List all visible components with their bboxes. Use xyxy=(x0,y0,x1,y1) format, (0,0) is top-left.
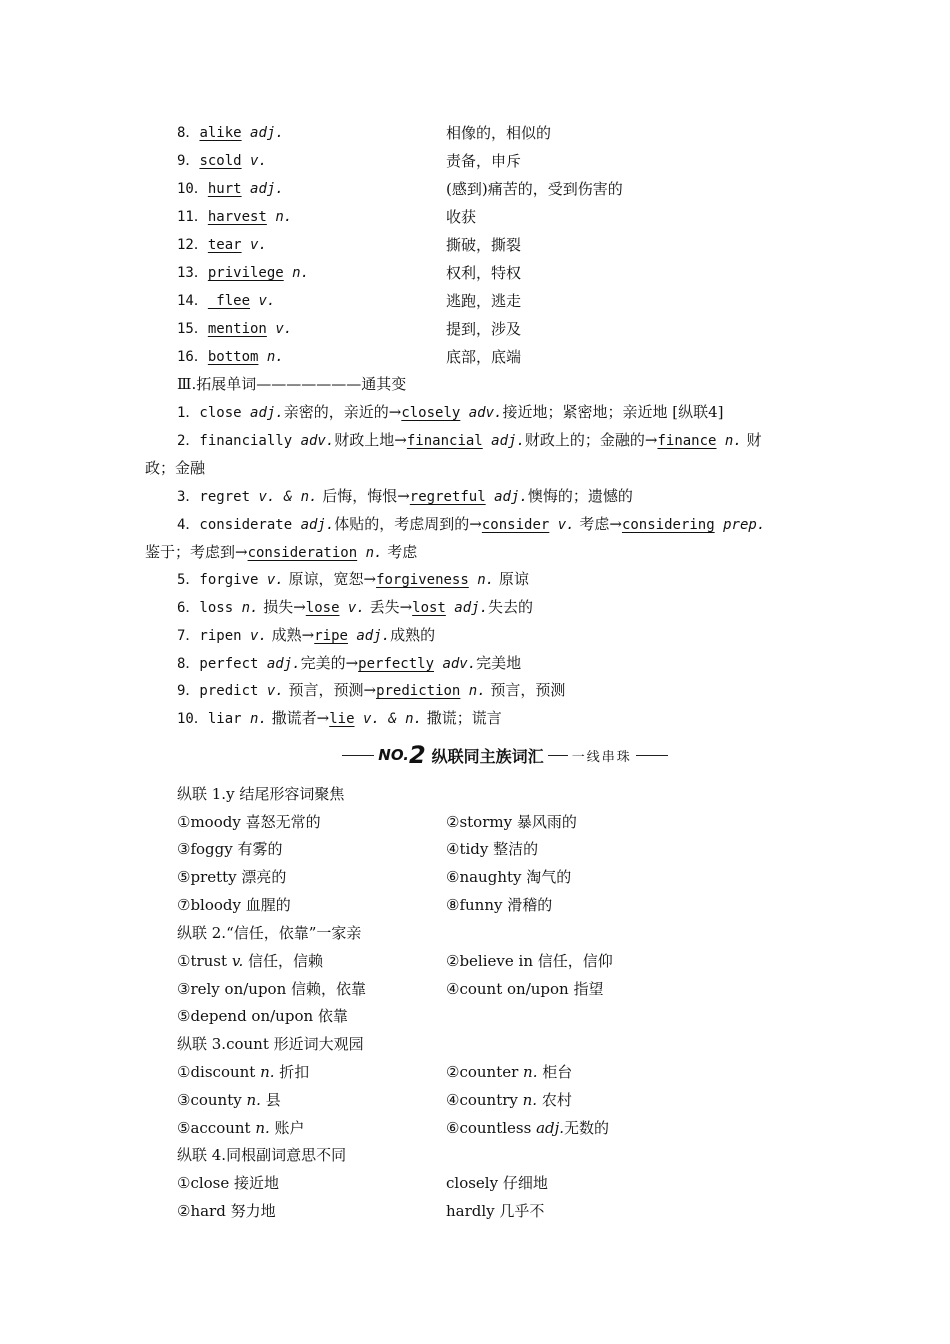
z1-item-6: ⑥naughty 淘气的 xyxy=(446,868,572,886)
word-item-16: 16．bottom n. xyxy=(177,349,284,365)
z1-item-8: ⑧funny 滑稽的 xyxy=(446,896,553,914)
z4-title: 纵联 4.同根副词意思不同 xyxy=(177,1146,347,1164)
word-item-14: 14． flee v. xyxy=(177,293,276,309)
ext-item-10: 10．liar n. 撒谎者→lie v. & n. 撒谎；谎言 xyxy=(177,709,502,727)
word-item-15: 15．mention v. xyxy=(177,321,293,337)
ext-item-9: 9．predict v. 预言，预测→prediction n. 预言，预测 xyxy=(177,681,566,699)
z3-item-6: ⑥countless adj.无数的 xyxy=(446,1119,610,1137)
heading-subtitle: 一线串珠 xyxy=(571,749,632,765)
ext-item-4-cont: 鉴于；考虑到→consideration n. 考虑 xyxy=(145,543,418,561)
z1-item-2: ②stormy 暴风雨的 xyxy=(446,813,577,831)
ext-item-4: 4．considerate adj.体贴的，考虑周到的→consider v. 考虑→considering prep. xyxy=(177,515,766,533)
word-item-11: 11．harvest n. xyxy=(177,209,293,225)
z3-item-3: ③county n. 县 xyxy=(177,1091,281,1109)
z3-title: 纵联 3.count 形近词大观园 xyxy=(177,1035,364,1053)
word-item-10: 10．hurt adj. xyxy=(177,181,284,197)
section-no2-heading xyxy=(330,740,680,770)
z1-title: 纵联 1.y 结尾形容词聚焦 xyxy=(177,785,345,803)
z2-title: 纵联 2.“信任，依靠”一家亲 xyxy=(177,924,362,942)
ext-item-8: 8．perfect adj.完美的→perfectly adv.完美地 xyxy=(177,654,522,672)
z4-item-2: closely 仔细地 xyxy=(446,1174,548,1192)
z3-item-5: ⑤account n. 账户 xyxy=(177,1119,305,1137)
z2-item-4: ④count on/upon 指望 xyxy=(446,980,604,998)
z4-item-3: ②hard 努力地 xyxy=(177,1202,276,1220)
z2-item-2: ②believe in 信任，信仰 xyxy=(446,952,613,970)
word-item-13: 13．privilege n. xyxy=(177,265,310,281)
z2-item-5: ⑤depend on/upon 依靠 xyxy=(177,1007,348,1025)
ext-item-1: 1．close adj.亲密的，亲近的→closely adv.接近地；紧密地；亲近地 [纵联4] xyxy=(177,403,724,421)
z3-item-1: ①discount n. 折扣 xyxy=(177,1063,310,1081)
word-meaning-15: 提到，涉及 xyxy=(446,320,522,338)
z2-item-1: ①trust v. 信任，信赖 xyxy=(177,952,324,970)
z1-item-1: ①moody 喜怒无常的 xyxy=(177,813,321,831)
word-meaning-9: 责备，申斥 xyxy=(446,152,522,170)
ext-item-2: 2．financially adv.财政上地→financial adj.财政上的；金融的→finance n. 财 xyxy=(177,431,762,449)
z4-item-4: hardly 几乎不 xyxy=(446,1202,545,1220)
ext-item-5: 5．forgive v. 原谅，宽恕→forgiveness n. 原谅 xyxy=(177,570,529,588)
z2-item-3: ③rely on/upon 信赖，依靠 xyxy=(177,980,367,998)
z1-item-3: ③foggy 有雾的 xyxy=(177,840,283,858)
word-meaning-14: 逃跑，逃走 xyxy=(446,292,522,310)
heading-rule-right xyxy=(636,755,668,756)
word-meaning-11: 收获 xyxy=(446,208,477,226)
word-meaning-8: 相像的，相似的 xyxy=(446,124,552,142)
word-meaning-13: 权利，特权 xyxy=(446,264,522,282)
z1-item-4: ④tidy 整洁的 xyxy=(446,840,539,858)
word-meaning-10: (感到)痛苦的，受到伤害的 xyxy=(446,180,623,198)
ext-item-6: 6．loss n. 损失→lose v. 丢失→lost adj.失去的 xyxy=(177,598,534,616)
ext-item-2-cont: 政；金融 xyxy=(145,459,206,477)
ext-item-3: 3．regret v. & n. 后悔，悔恨→regretful adj.懊悔的；遗憾的 xyxy=(177,487,633,505)
z1-item-5: ⑤pretty 漂亮的 xyxy=(177,868,287,886)
z4-item-1: ①close 接近地 xyxy=(177,1174,280,1192)
word-meaning-16: 底部，底端 xyxy=(446,348,522,366)
z3-item-2: ②counter n. 柜台 xyxy=(446,1063,573,1081)
word-item-9: 9．scold v. xyxy=(177,153,267,169)
z1-item-7: ⑦bloody 血腥的 xyxy=(177,896,291,914)
ext-item-7: 7．ripen v. 成熟→ripe adj.成熟的 xyxy=(177,626,436,644)
section-3-title: Ⅲ.拓展单词———————通其变 xyxy=(177,375,407,393)
z3-item-4: ④country n. 农村 xyxy=(446,1091,572,1109)
heading-number: 2 xyxy=(408,741,426,769)
word-meaning-12: 撕破，撕裂 xyxy=(446,236,522,254)
heading-no-label: NO. xyxy=(378,746,409,764)
heading-rule-left xyxy=(342,755,374,756)
heading-rule-mid xyxy=(548,755,568,756)
word-item-8: 8．alike adj. xyxy=(177,125,284,141)
heading-title: 纵联同主族词汇 xyxy=(431,746,544,766)
word-item-12: 12．tear v. xyxy=(177,237,267,253)
